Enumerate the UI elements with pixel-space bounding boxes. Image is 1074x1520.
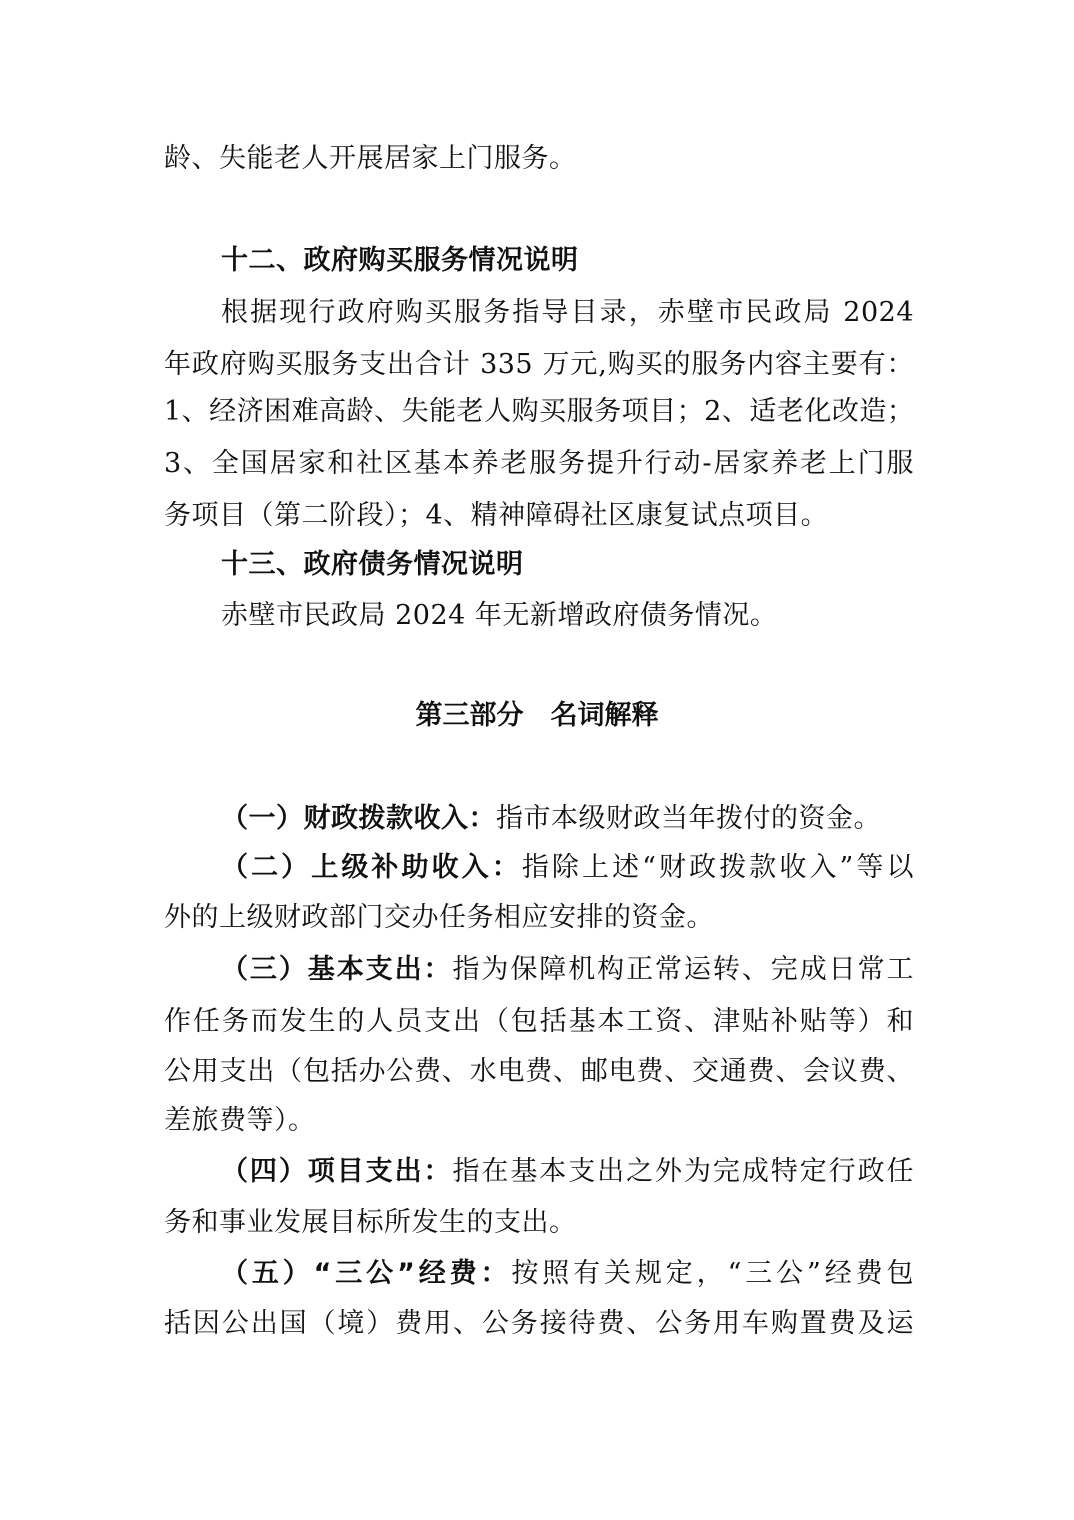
section-12-line-1: 根据现行政府购买服务指导目录，赤壁市民政局 2024 xyxy=(221,297,914,328)
section-13-line-1: 赤壁市民政局 2024 年无新增政府债务情况。 xyxy=(221,600,778,631)
term-4 xyxy=(221,1146,914,1198)
section-13-heading: 十三、政府债务情况说明 xyxy=(221,549,524,580)
term-1 xyxy=(221,793,914,845)
term-4-text: 指在基本支出之外为完成特定行政任 xyxy=(452,1156,914,1187)
term-3-continuation-2: 公用支出（包括办公费、水电费、邮电费、交通费、会议费、 xyxy=(164,1056,914,1087)
term-5-label: （五）“三公”经费： xyxy=(221,1258,512,1289)
term-5-continuation: 括因公出国（境）费用、公务接待费、公务用车购置费及运 xyxy=(164,1308,914,1339)
term-2-label: （二）上级补助收入： xyxy=(221,852,522,883)
section-12-line-4: 3、全国居家和社区基本养老服务提升行动-居家养老上门服 xyxy=(164,448,914,479)
term-1-label: （一）财政拨款收入： xyxy=(221,803,496,834)
term-3-label: （三）基本支出： xyxy=(221,954,453,985)
term-2 xyxy=(221,842,914,894)
term-2-continuation: 外的上级财政部门交办任务相应安排的资金。 xyxy=(164,902,714,933)
section-12-heading: 十二、政府购买服务情况说明 xyxy=(221,245,579,276)
term-4-label: （四）项目支出： xyxy=(221,1156,453,1187)
term-3-continuation-1: 作任务而发生的人员支出（包括基本工资、津贴补贴等）和 xyxy=(164,1006,914,1037)
paragraph-line: 龄、失能老人开展居家上门服务。 xyxy=(164,143,577,174)
term-3 xyxy=(221,944,914,996)
term-3-continuation-3: 差旅费等）。 xyxy=(164,1105,316,1136)
term-2-text: 指除上述“财政拨款收入”等以 xyxy=(521,852,914,883)
term-5-text: 按照有关规定，“三公”经费包 xyxy=(511,1258,914,1289)
section-12-line-3: 1、经济困难高龄、失能老人购买服务项目；2、适老化改造； xyxy=(164,396,914,427)
section-12-line-2: 年政府购买服务支出合计 335 万元,购买的服务内容主要有： xyxy=(164,349,914,380)
term-5 xyxy=(221,1248,914,1300)
term-4-continuation: 务和事业发展目标所发生的支出。 xyxy=(164,1207,577,1238)
part-3-title: 第三部分 名词解释 xyxy=(415,700,659,731)
term-3-text: 指为保障机构正常运转、完成日常工 xyxy=(452,954,914,985)
section-12-line-5: 务项目（第二阶段）；4、精神障碍社区康复试点项目。 xyxy=(164,500,829,531)
term-1-text: 指市本级财政当年拨付的资金。 xyxy=(496,803,881,834)
